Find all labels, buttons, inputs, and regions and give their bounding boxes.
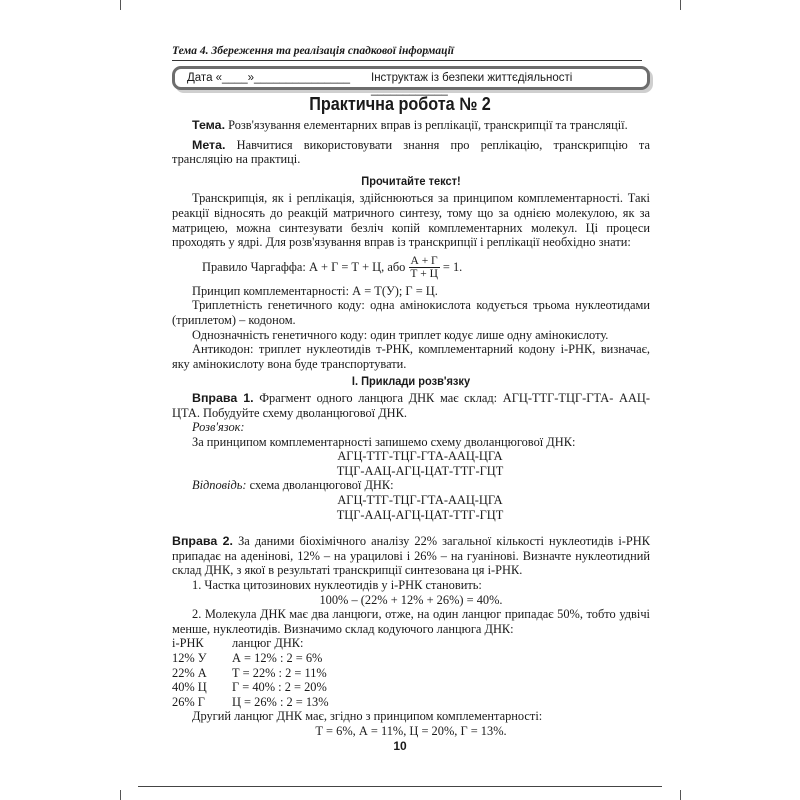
- table-header-dna: ланцюг ДНК:: [232, 636, 304, 651]
- table-cell: Т = 22% : 2 = 11%: [232, 665, 327, 680]
- solution-text: За принципом комплементарності запишемо схему дволанцюгової ДНК:: [192, 434, 576, 449]
- chargaff-prefix: Правило Чаргаффа: А + Г = Т + Ц, або: [202, 259, 406, 274]
- table-cell: 22% А: [172, 665, 207, 680]
- page-number: 10: [393, 739, 407, 753]
- fraction-numerator: А + Г: [410, 254, 438, 267]
- exercise-2-text: За даними біохімічного аналізу 22% загальної кількості нуклеотидів і-РНК припадає на аденінові, 12% – на урацилові і 26% – на гуанінові. Визначте нуклеотидний склад ДНК, з якої в результаті транскрипції синтезована ця і-РНК.: [172, 534, 650, 578]
- topic-text: Розв'язування елементарних вправ із реплікації, транскрипції та трансляції.: [225, 118, 628, 132]
- step-1: 1. Частка цитозинових нуклеотидів у і-РНК становить:: [192, 578, 482, 593]
- exercise-1-text: Фрагмент одного ланцюга ДНК має склад: АГЦ-ТТГ-ТЦГ-ГТА- ААЦ-ЦТА. Побудуйте схему дволанцюгової ДНК.: [172, 390, 650, 420]
- exercise-1-label: Вправа 1.: [192, 390, 254, 405]
- goal-text: Навчитися використовувати знання про реплікацію, транскрипцію та трансляцію на практиці.: [172, 137, 650, 167]
- table-cell: 12% У: [172, 651, 207, 665]
- chargaff-suffix: = 1.: [442, 259, 463, 274]
- dna-strand-1: АГЦ-ТТГ-ТЦГ-ГТА-ААЦ-ЦГА: [337, 449, 503, 464]
- table-cell: Г = 40% : 2 = 20%: [232, 680, 327, 695]
- table-cell: 26% Г: [172, 694, 205, 709]
- chargaff-rule: [172, 255, 650, 280]
- exercise-2: [172, 534, 650, 578]
- crop-mark: [680, 790, 681, 800]
- crop-mark: [120, 0, 121, 10]
- crop-mark: [680, 0, 681, 10]
- table-cell: А = 12% : 2 = 6%: [232, 651, 323, 665]
- topic-label: Тема.: [192, 118, 226, 132]
- table-cell: 40% Ц: [172, 680, 207, 695]
- step-2: 2. Молекула ДНК має два ланцюги, отже, на один ланцюг припадає 50%, тобто удвічі менше, нуклеотидів. Визначимо склад кодуючого ланцюга ДНК:: [172, 607, 650, 636]
- answer-strand-2: ТЦГ-ААЦ-АГЦ-ЦАТ-ТТГ-ГЦТ: [336, 507, 504, 522]
- chargaff-fraction: [408, 255, 440, 280]
- second-chain-values: Т = 6%, А = 11%, Ц = 20%, Г = 13%.: [315, 723, 507, 738]
- complementarity-principle: Принцип комплементарності: А = Т(У); Г = Ц.: [192, 283, 438, 298]
- triplet-rule: Триплетність генетичного коду: одна амінокислота кодується трьома нуклеотидами (триплетом) – кодоном.: [172, 298, 650, 327]
- table-row: [172, 666, 650, 681]
- goal-paragraph: [172, 138, 650, 167]
- second-chain-text: Другий ланцюг ДНК має, згідно з принципом комплементарності:: [192, 709, 543, 724]
- table-row: [172, 680, 650, 695]
- running-head: Тема 4. Збереження та реалізація спадкової інформації: [172, 45, 642, 61]
- date-bar: [172, 66, 650, 96]
- page-content: [172, 118, 650, 739]
- fraction-denominator: Т + Ц: [410, 267, 438, 280]
- uniqueness-rule: Однозначність генетичного коду: один триплет кодує лише одну амінокислоту.: [192, 327, 609, 342]
- examples-heading: І. Приклади розв'язку: [351, 374, 471, 389]
- crop-mark: [120, 790, 121, 800]
- step-1-calculation: 100% – (22% + 12% + 26%) = 40%.: [319, 592, 503, 607]
- intro-paragraph: Транскрипція, як і реплікація, здійснюються за принципом комплементарності. Такі реакції відносять до реакцій матричного синтезу, тому що за однією молекулою, як за матрицею, можна синтезувати безліч копій комплементарних молекул. Ці процеси проходять у ядрі. Для розв'язування вправ із транскрипції і реплікації необхідно знати:: [172, 191, 650, 250]
- table-row: [172, 695, 650, 710]
- exercise-2-label: Вправа 2.: [172, 534, 233, 549]
- table-cell: Ц = 26% : 2 = 13%: [232, 694, 329, 709]
- date-label: Дата «____»_______________: [187, 72, 350, 84]
- composition-table-header: [172, 636, 650, 651]
- answer-text: схема дволанцюгової ДНК:: [246, 478, 394, 493]
- solution-label: Розв'язок:: [192, 420, 245, 435]
- page-title: Практична робота № 2: [309, 94, 491, 114]
- anticodon-definition: Антикодон: триплет нуклеотидів т-РНК, комплементарний кодону і-РНК, визначає, яку амінокислоту вона буде транспортувати.: [172, 342, 650, 371]
- bottom-divider: [138, 786, 662, 787]
- table-header-mrna: і-РНК: [172, 636, 204, 651]
- table-row: [172, 651, 650, 666]
- safety-instruction-label: Інструктаж із безпеки життєдіяльності ____________: [371, 72, 573, 96]
- dna-strand-2: ТЦГ-ААЦ-АГЦ-ЦАТ-ТТГ-ГЦТ: [336, 463, 504, 478]
- exercise-1: [172, 391, 650, 420]
- read-heading: Прочитайте текст!: [361, 173, 461, 188]
- answer-line: [172, 478, 650, 493]
- topic-paragraph: [172, 118, 650, 133]
- answer-label: Відповідь:: [192, 478, 247, 493]
- answer-strand-1: АГЦ-ТТГ-ТЦГ-ГТА-ААЦ-ЦГА: [337, 493, 503, 508]
- goal-label: Мета.: [192, 137, 226, 152]
